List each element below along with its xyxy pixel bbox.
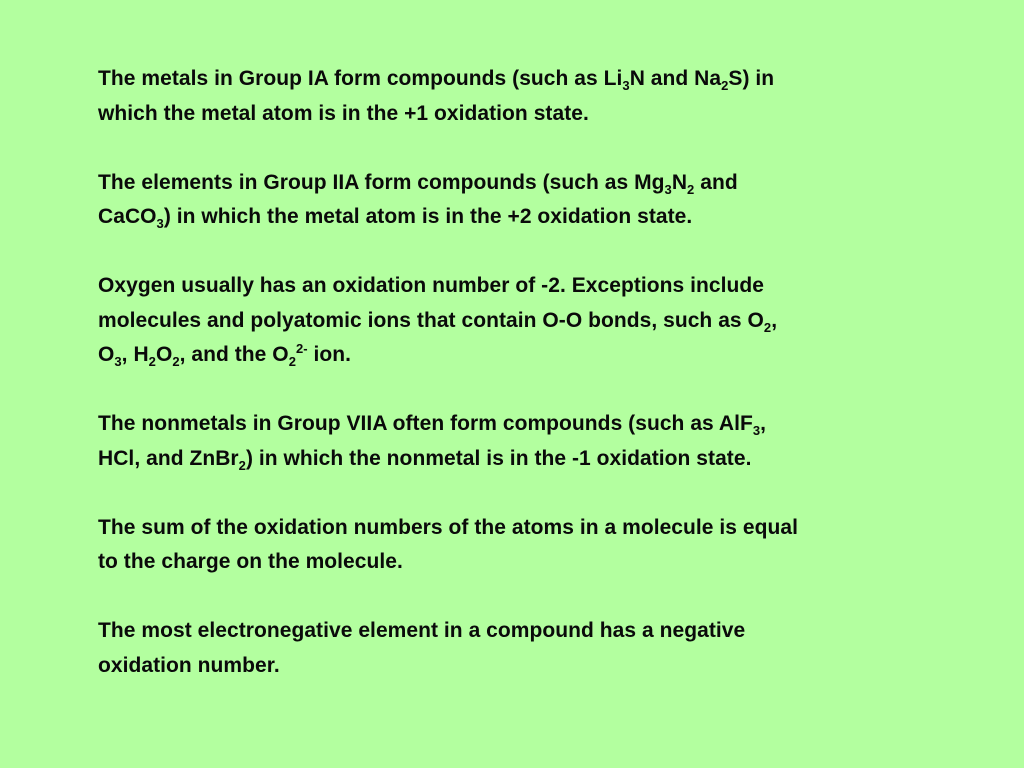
text-run: CaCO — [98, 205, 157, 228]
text-line — [98, 97, 928, 132]
subscript: 2 — [238, 457, 246, 473]
text-run: ) in which the nonmetal is in the -1 oxidation state. — [245, 446, 752, 470]
text-line — [98, 166, 928, 201]
text-run: Oxygen usually has an oxidation number of -2. Exceptions include — [98, 274, 765, 297]
paragraph-sum-rule — [98, 511, 928, 580]
text-line — [98, 407, 928, 442]
subscript: 2 — [687, 181, 695, 197]
paragraph-electronegative — [98, 614, 928, 683]
text-line — [98, 649, 928, 684]
paragraph-group-viia — [98, 407, 928, 476]
subscript: 2 — [148, 354, 156, 369]
text-run: The most electronegative element in a compound has a negative — [98, 619, 746, 642]
subscript: 2 — [288, 354, 296, 369]
text-line — [98, 545, 928, 580]
text-run: ion. — [307, 343, 352, 366]
text-run: The sum of the oxidation numbers of the atoms in a molecule is equal — [98, 515, 799, 539]
text-run: The elements in Group IIA form compounds (such as Mg — [98, 170, 665, 194]
subscript: 3 — [664, 181, 672, 197]
text-line — [98, 62, 928, 97]
text-run: to the charge on the molecule. — [98, 550, 403, 573]
text-run: , — [771, 308, 778, 332]
subscript: 3 — [622, 78, 630, 93]
subscript: 3 — [752, 423, 761, 438]
subscript: 2 — [721, 78, 729, 93]
text-line — [98, 338, 928, 373]
text-run: oxidation number. — [98, 653, 280, 677]
text-line — [98, 200, 928, 235]
text-run: ) in which the metal atom is in the +2 oxidation state. — [163, 205, 693, 228]
text-run: HCl, and ZnBr — [98, 446, 239, 470]
subscript: 2 — [763, 319, 772, 335]
text-run: O — [98, 343, 115, 366]
text-run: The metals in Group IA form compounds (such as Li — [98, 67, 623, 90]
text-run: , and the O — [179, 343, 289, 366]
text-run: , — [760, 412, 767, 435]
subscript: 3 — [156, 216, 164, 231]
paragraph-group-ia — [98, 62, 928, 131]
subscript: 3 — [114, 354, 122, 369]
slide-body — [98, 62, 928, 718]
text-line — [98, 511, 928, 546]
text-run: N — [671, 170, 688, 194]
paragraph-group-iia — [98, 166, 928, 235]
text-run: O — [155, 343, 173, 366]
text-line — [98, 269, 928, 304]
text-run: molecules and polyatomic ions that contain O-O bonds, such as O — [98, 308, 764, 332]
subscript: 2 — [172, 354, 180, 369]
text-line — [98, 304, 928, 339]
paragraph-oxygen — [98, 269, 928, 373]
text-run: The nonmetals in Group VIIA often form compounds (such as AlF — [98, 412, 753, 435]
text-run: and — [694, 170, 738, 194]
text-run: N and Na — [629, 67, 722, 90]
text-run: S) in — [728, 67, 775, 90]
text-run: which the metal atom is in the +1 oxidation state. — [98, 101, 589, 125]
text-line — [98, 442, 928, 477]
text-line — [98, 614, 928, 649]
text-run: , H — [121, 343, 149, 366]
superscript: 2- — [295, 341, 308, 356]
